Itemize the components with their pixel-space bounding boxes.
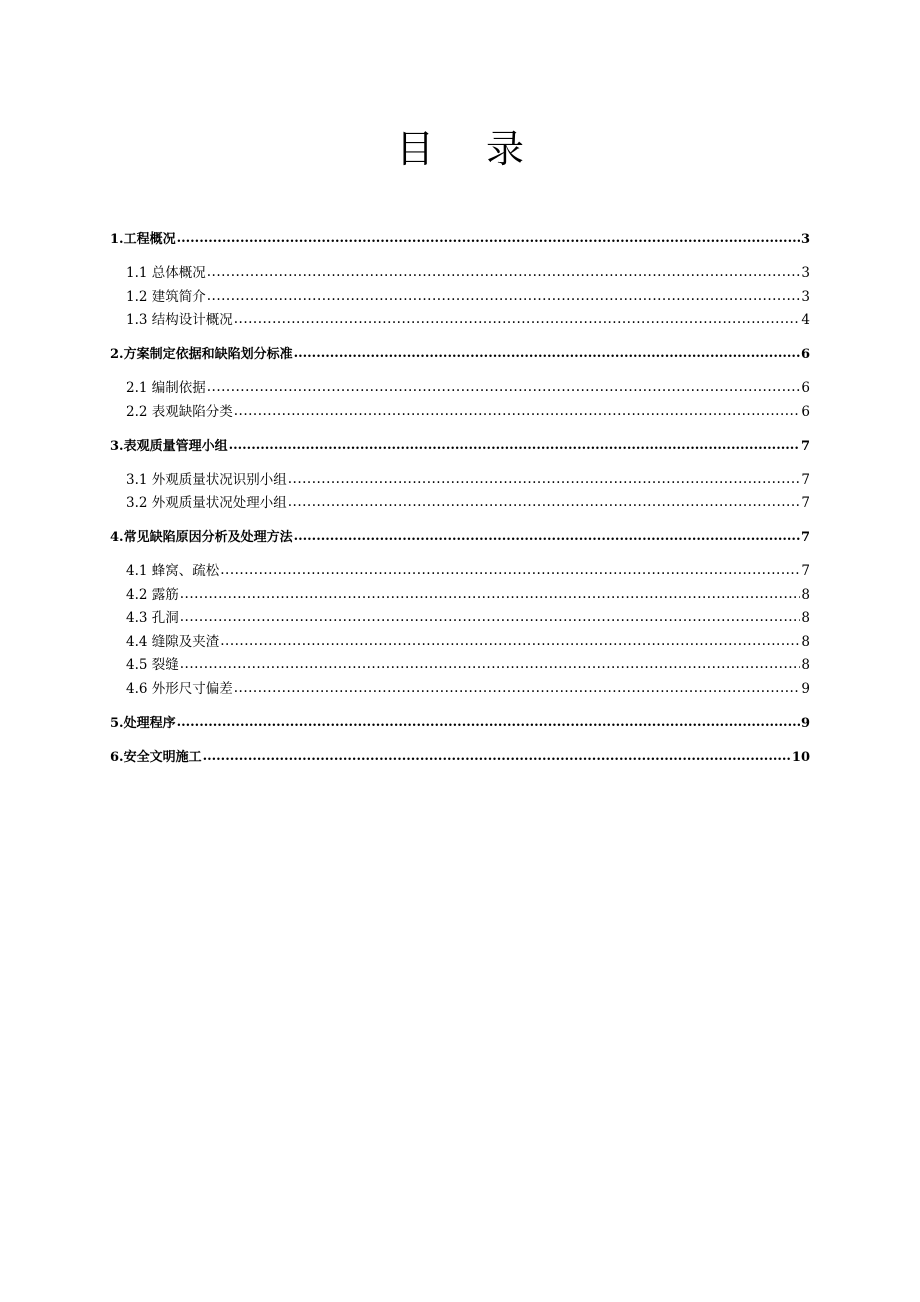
toc-page-number: 7 bbox=[801, 495, 810, 511]
toc-section-entry[interactable] bbox=[110, 262, 810, 286]
page-title: 目录 bbox=[395, 127, 576, 171]
toc-section-entry[interactable] bbox=[110, 492, 810, 516]
toc-page-number: 9 bbox=[801, 680, 810, 697]
toc-chapter-entry[interactable] bbox=[110, 435, 810, 459]
toc-entry-label: 2.2 表观缺陷分类 bbox=[126, 403, 233, 420]
toc-page-number: 6 bbox=[800, 347, 810, 362]
toc-dot-leader bbox=[294, 343, 800, 366]
toc-section-entry[interactable] bbox=[110, 678, 810, 702]
toc-entry-label: 4.5 裂缝 bbox=[126, 657, 179, 673]
toc-entry-label: 3.表观质量管理小组 bbox=[110, 438, 228, 454]
toc-chapter-entry[interactable] bbox=[110, 526, 810, 550]
toc-entry-label: 5.处理程序 bbox=[110, 715, 176, 731]
toc-page-number: 8 bbox=[801, 586, 810, 603]
toc-section-entry[interactable] bbox=[110, 631, 810, 655]
toc-section-entry[interactable] bbox=[110, 654, 810, 678]
toc-entry-label: 1.2 建筑简介 bbox=[126, 288, 206, 305]
toc-page-number: 7 bbox=[800, 438, 810, 454]
toc-dot-leader bbox=[220, 560, 800, 583]
toc-dot-leader bbox=[207, 262, 801, 285]
toc-entry-label: 3.1 外观质量状况识别小组 bbox=[126, 471, 287, 488]
toc-section-entry[interactable] bbox=[110, 309, 810, 333]
toc-entry-label: 4.常见缺陷原因分析及处理方法 bbox=[110, 530, 293, 545]
toc-dot-leader bbox=[220, 631, 800, 654]
toc-dot-leader bbox=[288, 492, 801, 515]
toc-dot-leader bbox=[288, 469, 801, 492]
toc-page-number: 7 bbox=[801, 471, 810, 488]
toc-page-number: 4 bbox=[801, 312, 810, 328]
toc-entry-label: 2.1 编制依据 bbox=[126, 380, 206, 396]
toc-chapter-entry[interactable] bbox=[110, 343, 810, 367]
toc-dot-leader bbox=[234, 401, 801, 424]
toc-entry-label: 4.4 缝隙及夹渣 bbox=[126, 633, 220, 650]
toc-entry-label: 1.工程概况 bbox=[110, 232, 176, 247]
toc-section-entry[interactable] bbox=[110, 401, 810, 425]
toc-section-entry[interactable] bbox=[110, 286, 810, 310]
toc-entry-label: 1.3 结构设计概况 bbox=[126, 312, 233, 328]
toc-section-entry[interactable] bbox=[110, 469, 810, 493]
toc-chapter-entry[interactable] bbox=[110, 228, 810, 252]
toc-dot-leader bbox=[234, 678, 801, 701]
toc-page-number: 8 bbox=[801, 633, 810, 650]
toc-dot-leader bbox=[180, 654, 801, 677]
toc-dot-leader bbox=[180, 584, 801, 607]
toc-page-number: 9 bbox=[800, 715, 810, 731]
toc-page-number: 10 bbox=[791, 749, 810, 765]
toc-page-number: 3 bbox=[801, 288, 810, 305]
toc-page-number: 3 bbox=[800, 232, 810, 247]
toc-entry-label: 6.安全文明施工 bbox=[110, 749, 202, 765]
toc-section-entry[interactable] bbox=[110, 607, 810, 631]
toc-page-number: 6 bbox=[801, 403, 810, 420]
toc-dot-leader bbox=[177, 228, 800, 251]
toc-entry-label: 4.6 外形尺寸偏差 bbox=[126, 680, 233, 697]
toc-entry-label: 4.2 露筋 bbox=[126, 586, 179, 603]
toc-page-number: 8 bbox=[801, 657, 810, 673]
toc-entry-label: 1.1 总体概况 bbox=[126, 265, 206, 281]
toc-chapter-entry[interactable] bbox=[110, 712, 810, 736]
toc-section-entry[interactable] bbox=[110, 377, 810, 401]
toc-entry-label: 3.2 外观质量状况处理小组 bbox=[126, 495, 287, 511]
table-of-contents bbox=[110, 228, 810, 769]
toc-page-number: 6 bbox=[801, 380, 810, 396]
toc-dot-leader bbox=[177, 712, 800, 735]
toc-dot-leader bbox=[207, 377, 801, 400]
toc-entry-label: 4.1 蜂窝、疏松 bbox=[126, 563, 220, 579]
toc-dot-leader bbox=[294, 526, 800, 549]
toc-section-entry[interactable] bbox=[110, 560, 810, 584]
toc-dot-leader bbox=[180, 607, 801, 630]
toc-dot-leader bbox=[234, 309, 801, 332]
toc-page-number: 3 bbox=[801, 265, 810, 281]
toc-page-number: 7 bbox=[801, 563, 810, 579]
toc-chapter-entry[interactable] bbox=[110, 746, 810, 770]
toc-entry-label: 4.3 孔洞 bbox=[126, 610, 179, 626]
toc-dot-leader bbox=[229, 435, 800, 458]
toc-page-number: 7 bbox=[800, 530, 810, 545]
toc-section-entry[interactable] bbox=[110, 584, 810, 608]
toc-dot-leader bbox=[203, 746, 791, 769]
toc-entry-label: 2.方案制定依据和缺陷划分标准 bbox=[110, 347, 293, 362]
toc-dot-leader bbox=[207, 286, 801, 309]
toc-page-number: 8 bbox=[801, 610, 810, 626]
